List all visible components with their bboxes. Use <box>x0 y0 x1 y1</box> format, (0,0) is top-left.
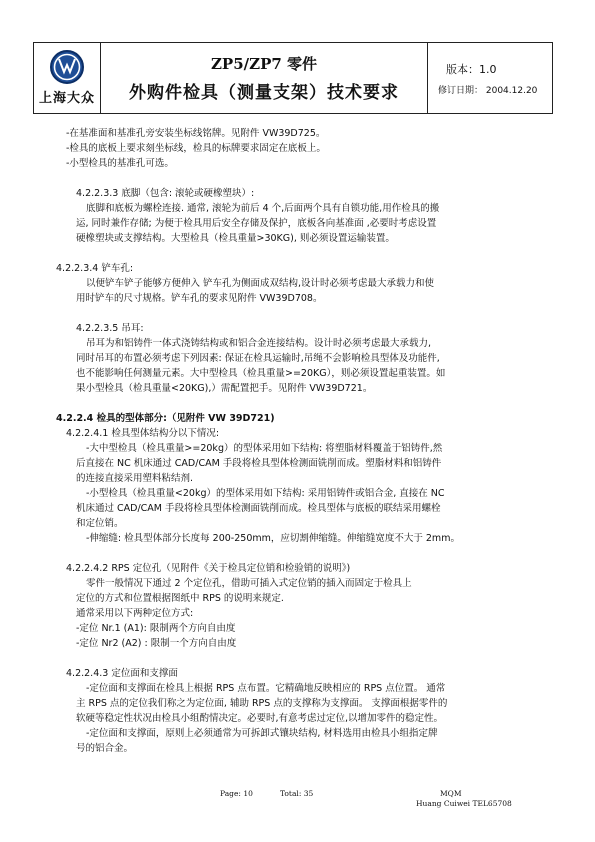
section-4-2-2-4-title: 4.2.2.4 检具的型体部分:（见附件 VW 39D721) <box>56 413 275 424</box>
total-pages: Total: 35 <box>280 789 314 798</box>
section-4-2-2-4-3-title: 4.2.2.4.3 定位面和支撑面 <box>66 668 178 679</box>
section-4-2-2-4-2-title: 4.2.2.4.2 RPS 定位孔（见附件《关于检具定位销和检验销的说明》) <box>66 563 351 574</box>
paragraph-line: 的连接直接采用塑料粘结剂. <box>76 473 194 484</box>
paragraph-line: 也不能影响任何测量元素。大中型检具（检具重量>=20KG），则必须设置起重装置。如 <box>76 368 446 379</box>
page-number: Page: 10 <box>220 789 253 798</box>
list-item: -在基准面和基准孔旁安装坐标线铭牌。见附件 VW39D725。 <box>66 128 326 139</box>
paragraph-line: 运, 同时兼作存储; 为便于检具用后安全存储及保护，底板各向基准面 ,必要时考虑设置 <box>76 218 437 229</box>
paragraph-line: 机床通过 CAD/CAM 手段将检具型体检测面铣削而成。检具型体与底板的联结采用螺栓 <box>76 503 441 514</box>
version-cell <box>428 43 552 113</box>
paragraph-line: 零件一般情况下通过 2 个定位孔，借助可插入式定位销的插入而固定于检具上 <box>86 578 412 589</box>
paragraph-line: 主 RPS 点的定位我们称之为定位面, 辅助 RPS 点的支撑称为支撑面。 支撑面根据零件的 <box>76 698 448 709</box>
list-item: -检具的底板上要求刻坐标线，检具的标牌要求固定在底板上。 <box>66 143 326 154</box>
paragraph-line: -定位面和支撑面，原则上必须通常为可拆卸式镶块结构, 材料选用由检具小组指定牌 <box>86 728 438 739</box>
revision-date: 修订日期： 2004.12.20 <box>438 85 538 96</box>
paragraph-line: -大中型检具（检具重量>=20kg）的型体采用如下结构: 将塑脂材料覆盖于铝铸件,然 <box>86 443 443 454</box>
document-header <box>33 42 553 114</box>
paragraph-line: -小型检具（检具重量<20kg）的型体采用如下结构: 采用铝铸件或铝合金, 直接在 NC <box>86 488 445 499</box>
section-4-2-2-3-3-title: 4.2.2.3.3 底脚（包含: 滚轮或硬橡塑块）: <box>76 188 255 199</box>
section-4-2-2-4-2-body <box>56 576 546 651</box>
doc-title-line2: 外购件检具（测量支架）技术要求 <box>129 83 399 103</box>
section-4-2-2-4-1-body <box>56 441 546 546</box>
section-4-2-2-4-1-title: 4.2.2.4.1 检具型体结构分以下情况: <box>66 428 220 439</box>
paragraph-line: -定位面和支撑面在检具上根据 RPS 点布置。它精确地反映相应的 RPS 点位置。 通常 <box>86 683 446 694</box>
paragraph-line: 号的铝合金。 <box>76 743 134 754</box>
paragraph-line: 硬橡塑块或支撑结构。大型检具（检具重量>30KG), 则必须设置运输装置。 <box>76 233 395 244</box>
paragraph-line: 同时吊耳的布置必须考虑下列因素: 保证在检具运输时,吊绳不会影响检具型体及功能件, <box>76 353 440 364</box>
vw-logo-icon <box>50 50 84 84</box>
logo-cell <box>34 43 101 113</box>
paragraph-line: 底脚和底板为螺栓连接. 通常, 滚轮为前后 4 个,后面两个具有自锁功能,用作检具的搬 <box>86 203 440 214</box>
paragraph-line: -定位 Nr2 (A2) : 限制一个方向自由度 <box>76 638 237 649</box>
title-cell <box>101 43 428 113</box>
paragraph-line: 用时铲车的尺寸规格。铲车孔的要求见附件 VW39D708。 <box>76 293 323 304</box>
section-4-2-2-3-4-body <box>56 276 546 306</box>
department: MQM <box>440 789 462 798</box>
author: Huang Cuiwei TEL65708 <box>416 799 512 808</box>
version: 版本：1.0 <box>446 62 497 76</box>
company-name: 上海大众 <box>38 91 95 106</box>
document-body <box>56 126 546 756</box>
list-item: -小型检具的基准孔可选。 <box>66 158 174 169</box>
paragraph-line: 后直接在 NC 机床通过 CAD/CAM 手段将检具型体检测面铣削而成。塑脂材料和铝铸件 <box>76 458 442 469</box>
intro-list <box>56 126 546 171</box>
paragraph-line: 定位的方式和位置根据图纸中 RPS 的说明来规定. <box>76 593 284 604</box>
paragraph-line: 吊耳为和铝铸件一体式浇铸结构或和铝合金连接结构。设计时必须考虑最大承载力, <box>86 338 432 349</box>
footer-row <box>220 789 540 798</box>
section-4-2-2-3-5-title: 4.2.2.3.5 吊耳: <box>76 323 144 334</box>
page-footer <box>220 789 540 808</box>
doc-title-line1: ZP5/ZP7 零件 <box>210 55 318 73</box>
paragraph-line: 果小型检具（检具重量<20KG),）需配置把手。见附件 VW39D721。 <box>76 383 373 394</box>
paragraph-line: 软硬等稳定性状况由检具小组酌情决定。必要时,有意考虑过定位,以增加零件的稳定性。 <box>76 713 444 724</box>
section-4-2-2-3-5-body <box>56 336 546 396</box>
section-4-2-2-3-3-body <box>56 201 546 246</box>
section-4-2-2-4-3-body <box>56 681 546 756</box>
paragraph-line: 和定位销。 <box>76 518 124 529</box>
section-4-2-2-3-4-title: 4.2.2.3.4 铲车孔: <box>56 263 134 274</box>
paragraph-line: 通常采用以下两种定位方式: <box>76 608 194 619</box>
paragraph-line: -定位 Nr.1 (A1): 限制两个方向自由度 <box>76 623 236 634</box>
paragraph-line: 以便铲车铲子能够方便伸入 铲车孔为侧面成双结构,设计时必须考虑最大承载力和使 <box>86 278 435 289</box>
paragraph-line: -伸缩缝: 检具型体部分长度每 200-250mm，应切割伸缩缝。伸缩缝宽度不大于 2mm。 <box>86 533 460 544</box>
